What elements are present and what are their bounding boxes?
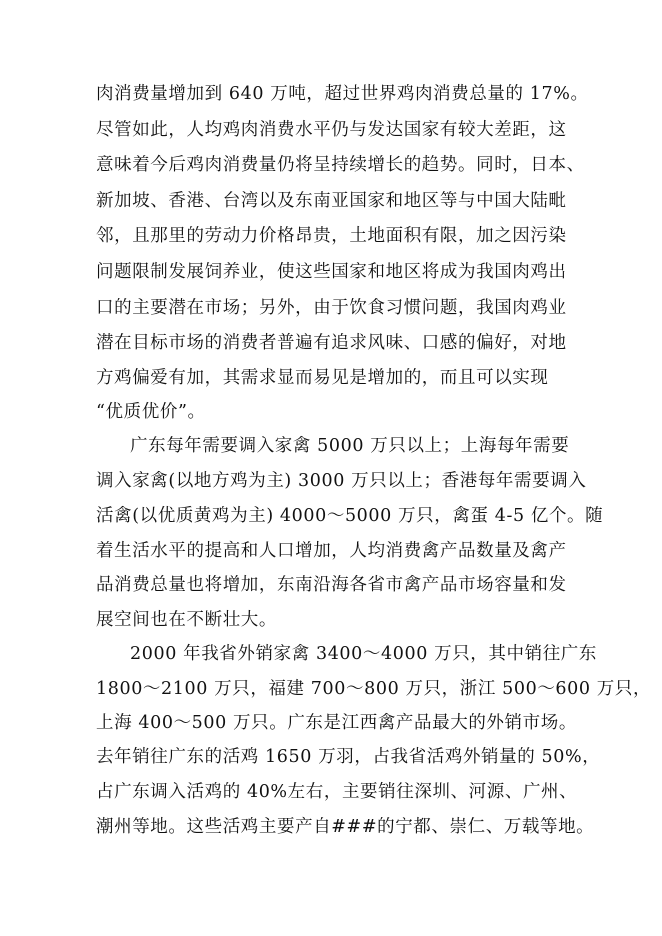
- text-line: 活禽(以优质黄鸡为主) 4000～5000 万只，禽蛋 4-5 亿个。随: [96, 506, 604, 526]
- text-line: 展空间也在不断壮大。: [96, 610, 277, 630]
- text-line: 广东每年需要调入家禽 5000 万只以上；上海每年需要: [130, 436, 570, 456]
- text-line: 2000 年我省外销家禽 3400～4000 万只，其中销往广东: [130, 644, 597, 664]
- text-line: 潜在目标市场的消费者普遍有追求风味、口感的偏好，对地: [96, 333, 567, 353]
- text-line: 潮州等地。这些活鸡主要产自###的宁都、崇仁、万载等地。: [96, 817, 595, 837]
- text-line: 邻，且那里的劳动力价格昂贵，土地面积有限，加之因污染: [96, 226, 567, 246]
- text-line: “优质优价”。: [96, 402, 206, 422]
- text-line: 调入家禽(以地方鸡为主) 3000 万只以上；香港每年需要调入: [96, 471, 587, 491]
- text-line: 占广东调入活鸡的 40%左右，主要销往深圳、河源、广州、: [96, 782, 578, 802]
- text-line: 方鸡偏爱有加，其需求显而易见是增加的，而且可以实现: [96, 368, 549, 388]
- text-line: 着生活水平的提高和人口增加，人均消费禽产品数量及禽产: [96, 541, 567, 561]
- text-line: 品消费总量也将增加，东南沿海各省市禽产品市场容量和发: [96, 575, 567, 595]
- text-line: 新加坡、香港、台湾以及东南亚国家和地区等与中国大陆毗: [96, 191, 567, 211]
- text-line: 去年销往广东的活鸡 1650 万羽，占我省活鸡外销量的 50%，: [96, 747, 601, 767]
- text-line: 1800～2100 万只，福建 700～800 万只，浙江 500～600 万只，: [96, 679, 652, 699]
- text-line: 肉消费量增加到 640 万吨，超过世界鸡肉消费总量的 17%。: [96, 84, 589, 104]
- text-line: 意味着今后鸡肉消费量仍将呈持续增长的趋势。同时，日本、: [96, 155, 585, 175]
- text-line: 上海 400～500 万只。广东是江西禽产品最大的外销市场。: [96, 713, 577, 733]
- text-line: 尽管如此，人均鸡肉消费水平仍与发达国家有较大差距，这: [96, 120, 567, 140]
- text-line: 口的主要潜在市场；另外，由于饮食习惯问题，我国肉鸡业: [96, 298, 567, 318]
- text-line: 问题限制发展饲养业，使这些国家和地区将成为我国肉鸡出: [96, 262, 567, 282]
